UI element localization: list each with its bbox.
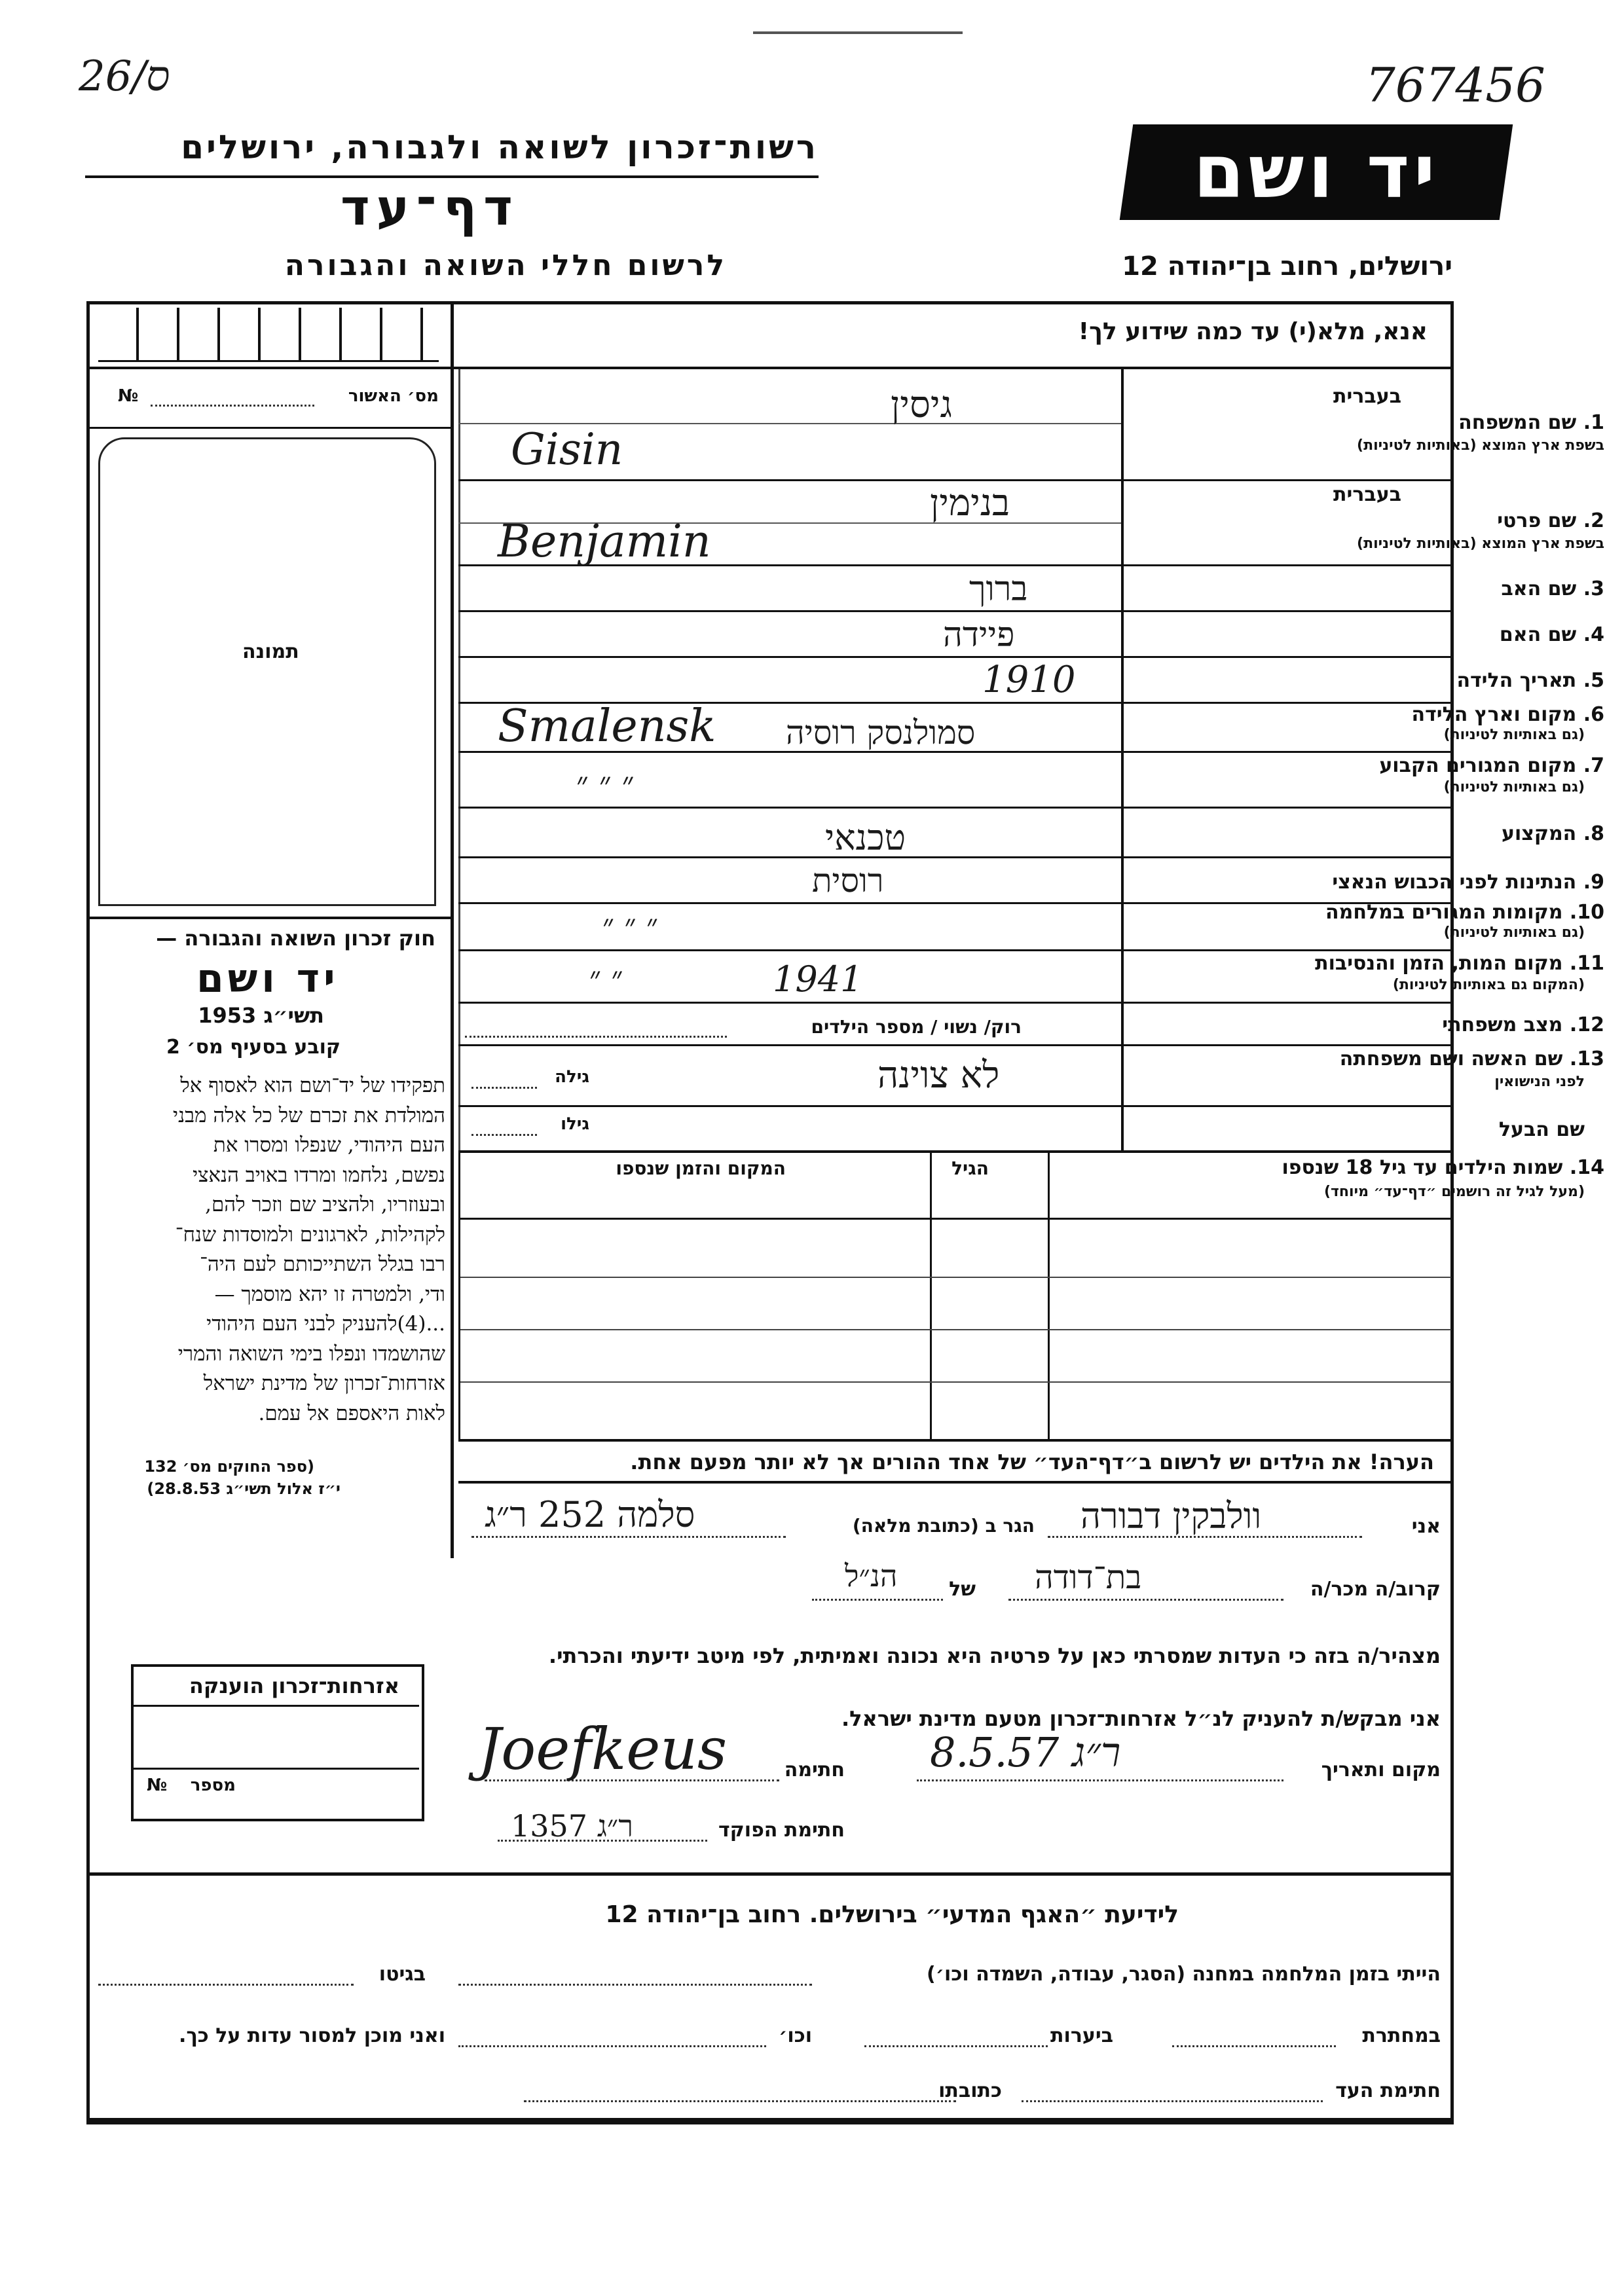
death-marks[interactable]: ״ ״ bbox=[589, 960, 623, 996]
label-origin-lang-2: בשפת ארץ המוצא (באותיות לטיניות) bbox=[1357, 536, 1604, 552]
footer-forests-label: ביערות bbox=[1050, 2024, 1113, 2047]
footer-bottom-rule bbox=[86, 2121, 1454, 2124]
label-husband: שם הבעל bbox=[1498, 1118, 1585, 1141]
form-instruction: אנא, מלא(י) עד כמה שידוע לך! bbox=[1078, 318, 1428, 345]
label-hebrew-2: בעברית bbox=[1333, 483, 1401, 506]
row-rule bbox=[458, 949, 1451, 951]
children-age-divider bbox=[930, 1153, 932, 1441]
label-birth-date: 5. תאריך הלידה bbox=[1456, 669, 1604, 692]
law-line: ובעוזריו, ולהציב שם וזכר להם, bbox=[205, 1193, 445, 1216]
law-line: ...(4)להעניק לבני העם היהודי bbox=[206, 1312, 445, 1336]
label-birth-place: 6. מקום וארץ הלידה bbox=[1411, 703, 1604, 726]
witness-name[interactable]: וולבקין דבורה bbox=[1080, 1495, 1262, 1537]
law-line: שהושמדו ונפלו בימי השואה והמרי bbox=[177, 1341, 445, 1366]
i-label: אני bbox=[1411, 1515, 1441, 1538]
law-line: רבו בגלל השתייכותם לעם היה־ bbox=[199, 1252, 445, 1276]
label-profession: 8. המקצוע bbox=[1502, 822, 1604, 845]
children-row-rule bbox=[458, 1277, 1451, 1278]
wife-name-value[interactable]: לא צוינה bbox=[877, 1054, 1000, 1097]
label-residence-sub: (גם באותיות לטיניות) bbox=[1443, 779, 1585, 795]
request-statement: אני מבקש/ת להעניק לנ״ל אזרחות־זכרון מטעם מדינת ישראל. bbox=[841, 1706, 1441, 1731]
label-status-before: 9. הנתינות לפני הכבוש הנאצי bbox=[1332, 871, 1604, 894]
footer-address-label: כתובתו bbox=[938, 2079, 1002, 2102]
place-date-label: מקום ותאריך bbox=[1321, 1758, 1441, 1781]
label-family-name: 1. שם המשפחה bbox=[1458, 411, 1604, 434]
relative-label: קרוב/ה מכר/ה bbox=[1310, 1578, 1441, 1601]
note-bottom-rule bbox=[458, 1481, 1451, 1484]
photo-box-ticks bbox=[98, 308, 439, 362]
law-title: חוק זכרון השואה והגבורה — bbox=[156, 926, 435, 951]
family-name-latin[interactable]: Gisin bbox=[511, 424, 623, 475]
footer-underground-dots bbox=[1172, 2045, 1336, 2047]
row-rule bbox=[458, 656, 1451, 658]
header-address: ירושלים, רחוב בן־יהודה 12 bbox=[1122, 251, 1452, 282]
footer-ghetto-label: בגיטו bbox=[378, 1963, 426, 1986]
officer-signature-label: חתימת הפוקד bbox=[718, 1819, 845, 1842]
sidebar-divider bbox=[451, 301, 454, 1558]
birth-place-hebrew[interactable]: סמולנסק רוסיה bbox=[786, 714, 976, 752]
label-death: 11. מקום המות, הזמן והנסיבות bbox=[1315, 952, 1604, 975]
first-name-latin[interactable]: Benjamin bbox=[498, 516, 711, 568]
family-name-hebrew[interactable]: גיסין bbox=[891, 384, 952, 426]
citizenship-rule-2 bbox=[131, 1768, 419, 1770]
instruction-row-bottom bbox=[86, 367, 1454, 369]
law-ref-2: י״ז אלול תשי״ג 28.8.53) bbox=[147, 1480, 341, 1498]
row-rule bbox=[458, 807, 1451, 809]
children-table-left bbox=[458, 1153, 460, 1441]
age-label-husband: גילו bbox=[561, 1114, 589, 1134]
birth-place-latin[interactable]: Smalensk bbox=[498, 701, 716, 752]
value-left-rule bbox=[458, 369, 460, 1152]
label-wife-name: 13. שם האשה ושם משפחתה bbox=[1339, 1048, 1604, 1070]
photo-placeholder[interactable] bbox=[98, 437, 436, 906]
place-date-dots bbox=[917, 1779, 1283, 1781]
footer-address-dots bbox=[524, 2100, 956, 2102]
age-label-wife: גילה bbox=[555, 1067, 589, 1087]
law-line: המולדת את זכרם של כל אלה מבני bbox=[172, 1103, 445, 1127]
marital-dots bbox=[465, 1036, 727, 1038]
age-husband-dots bbox=[471, 1134, 537, 1136]
label-hebrew-1: בעברית bbox=[1333, 385, 1401, 408]
officer-signature[interactable]: ר״ג 1357 bbox=[511, 1808, 633, 1844]
photo-bottom-rule bbox=[86, 917, 451, 919]
row-rule bbox=[458, 1150, 1451, 1153]
of-value[interactable]: הנ״ל bbox=[845, 1558, 898, 1594]
label-first-name: 2. שם פרטי bbox=[1497, 509, 1604, 532]
footer-etc-label: וכו׳ bbox=[779, 2024, 812, 2047]
handwritten-item-number: 767456 bbox=[1365, 58, 1545, 113]
label-war-places-sub: (גם באותיות לטיניות) bbox=[1443, 924, 1585, 941]
death-year-value[interactable]: 1941 bbox=[773, 958, 863, 1000]
living-at-label: הגר ב (כתובת מלאה) bbox=[852, 1515, 1035, 1537]
children-col-divider bbox=[1048, 1153, 1050, 1441]
law-line: אזרחות־זכרון של מדינת ישראל bbox=[203, 1372, 445, 1395]
footer-ghetto-dots bbox=[98, 1984, 354, 1986]
approval-dots bbox=[151, 405, 314, 407]
law-line: נפשם, נלחמו ומרדו באויב הנאצי bbox=[193, 1163, 445, 1187]
of-dots bbox=[812, 1599, 943, 1601]
profession-value[interactable]: טכנאי bbox=[825, 817, 906, 858]
mother-name[interactable]: פיידה bbox=[943, 615, 1015, 655]
children-header-rule bbox=[458, 1218, 1451, 1220]
citizenship-title: אזרחות־זכרון הוענקה bbox=[189, 1673, 399, 1698]
law-line: לאות היאספם אל עמם. bbox=[258, 1401, 445, 1425]
first-name-hebrew[interactable]: בנימין bbox=[930, 482, 1010, 524]
declaration-statement: מצהיר/ה בזה כי העדות שמסרתי כאן על פרטיה היא נכונה ואמיתית, לפי מיטב ידיעתי והכרתי. bbox=[548, 1643, 1441, 1668]
logo-text: יד ושם bbox=[1193, 130, 1439, 215]
row-rule bbox=[458, 902, 1451, 904]
label-birth-place-sub: (גם באותיות לטיניות) bbox=[1443, 727, 1585, 743]
row-rule bbox=[458, 610, 1451, 612]
footer-underground-label: במחתרת bbox=[1362, 2024, 1441, 2047]
children-label: 14. שמות הילדים עד גיל 18 שנספו bbox=[1282, 1156, 1604, 1179]
law-line: לקהילות, לארגונים ולמוסדות שנח־ bbox=[175, 1222, 445, 1247]
law-text bbox=[92, 1071, 445, 1429]
law-line: ודי, ולמטרה זו יהא מוסמך — bbox=[214, 1282, 445, 1306]
approval-row-bottom bbox=[86, 427, 451, 429]
father-name[interactable]: ברוך bbox=[969, 570, 1028, 609]
law-year: תשי״ג 1953 bbox=[198, 1003, 324, 1028]
law-line: העם היהודי, שנפלו ומסרו את bbox=[213, 1133, 445, 1157]
citizenship-number-sign: № bbox=[147, 1776, 168, 1795]
children-sub: (מעל לגיל זה רושמים ״דף־עד״ מיוחד) bbox=[1323, 1184, 1585, 1200]
page-subtitle: לרשום חללי השואה והגבורה bbox=[284, 249, 727, 282]
row-rule bbox=[458, 856, 1451, 858]
residence-value[interactable]: ״ ״ ״ bbox=[576, 765, 635, 803]
children-row-rule bbox=[458, 1329, 1451, 1330]
law-section: קובע בסעיף מס׳ 2 bbox=[166, 1036, 341, 1059]
row-rule bbox=[458, 1044, 1451, 1046]
birth-date-value[interactable]: 1910 bbox=[982, 659, 1076, 701]
children-row-rule bbox=[458, 1381, 1451, 1383]
label-mother: 4. שם האם bbox=[1499, 623, 1604, 646]
footer-forests-dots bbox=[864, 2045, 1048, 2047]
war-places-value[interactable]: ״ ״ ״ bbox=[602, 907, 659, 944]
row-rule bbox=[458, 479, 1451, 481]
label-column-divider bbox=[1121, 369, 1124, 1152]
label-wife-sub: לפני הנישואין bbox=[1494, 1074, 1585, 1090]
footer-witness-signature-label: חתימת העד bbox=[1335, 2079, 1441, 2102]
signature-label: חתימה bbox=[784, 1758, 845, 1781]
footer-ready-label: ואני מוכן למסור עדות על כך. bbox=[179, 2024, 445, 2047]
org-line: רשות־זכרון לשואה ולגבורה, ירושלים bbox=[181, 128, 819, 166]
citizenship-number-label: מספר bbox=[190, 1776, 236, 1795]
children-place-col: המקום והזמן שנספו bbox=[616, 1157, 786, 1179]
age-wife-dots bbox=[471, 1087, 537, 1089]
witness-signature[interactable]: Joefkeus bbox=[478, 1715, 728, 1783]
label-marital: 12. מצב משפחתי bbox=[1442, 1013, 1604, 1036]
footer-camp-dots bbox=[458, 1984, 812, 1986]
citizenship-rule bbox=[131, 1705, 419, 1707]
label-residence: 7. מקום המגורים הקבוע bbox=[1379, 754, 1604, 777]
address-dots bbox=[471, 1536, 786, 1538]
law-name: יד ושם bbox=[196, 956, 339, 1002]
relative-dots bbox=[1008, 1599, 1283, 1601]
footer-line1-label: הייתי בזמן המלחמה במחנה (הסגר, עבודה, השמדה וכו׳) bbox=[927, 1963, 1441, 1986]
approval-no-sign: № bbox=[118, 386, 139, 406]
row-rule bbox=[458, 1105, 1451, 1107]
label-father: 3. שם האב bbox=[1501, 577, 1604, 600]
relation-value[interactable]: בת־דודה bbox=[1035, 1558, 1142, 1596]
footer-separator bbox=[86, 1872, 1454, 1876]
status-before-value[interactable]: רוסית bbox=[812, 862, 884, 900]
children-note: הערה! את הילדים יש לרשום ב״דף־העד״ של אחד ההורים אך לא יותר מפעם אחת. bbox=[630, 1449, 1434, 1474]
page-title: דף־עד bbox=[341, 178, 519, 236]
label-death-sub: (המקום גם באותיות לטיניות) bbox=[1392, 977, 1585, 993]
footer-etc-dots bbox=[458, 2045, 766, 2047]
witness-address[interactable]: סלמה 252 ר״ג bbox=[485, 1494, 695, 1535]
children-age-col: הגיל bbox=[951, 1157, 989, 1179]
label-war-places: 10. מקומות המגורים במלחמה bbox=[1325, 901, 1604, 924]
photo-label: תמונה bbox=[242, 640, 299, 663]
approval-label: מס׳ האשור bbox=[348, 386, 439, 406]
place-date-value[interactable]: ר״ג 8.5.57 bbox=[930, 1728, 1121, 1776]
top-scan-mark bbox=[753, 31, 963, 34]
handwritten-file-number: 26/ס bbox=[79, 52, 170, 101]
label-origin-lang-1: בשפת ארץ המוצא (באותיות לטיניות) bbox=[1357, 437, 1604, 454]
marital-options: רוק/ נשוי / מספר הילדים bbox=[811, 1016, 1022, 1038]
of-label: של bbox=[949, 1578, 976, 1601]
children-table-bottom bbox=[458, 1439, 1451, 1442]
law-ref-1: (ספר החוקים מס׳ 132 bbox=[144, 1457, 314, 1476]
law-line: תפקידו של יד־ושם הוא לאסוף אל bbox=[180, 1074, 445, 1097]
footer-witness-signature-dots bbox=[1022, 2100, 1323, 2102]
footer-title: לידיעת ״האגף המדעי״ בירושלים. רחוב בן־יהודה 12 bbox=[605, 1901, 1179, 1928]
row-rule bbox=[458, 1002, 1451, 1004]
